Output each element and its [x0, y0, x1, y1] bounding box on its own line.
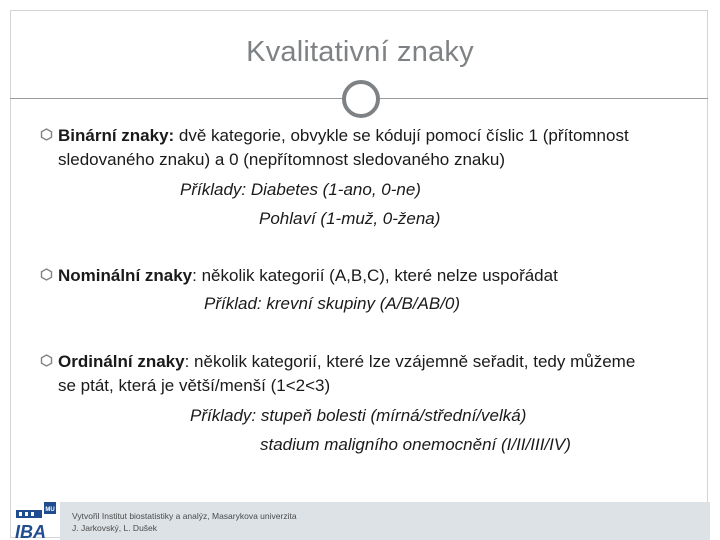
bullet-term: Ordinální znaky — [58, 352, 185, 371]
bullet-term: Nominální znaky — [58, 266, 193, 285]
iba-logo — [12, 502, 60, 540]
example-line: Pohlaví (1-muž, 0-žena) — [259, 209, 441, 228]
hexagon-bullet-icon — [40, 128, 53, 141]
bullet-description: : několik kategorií, které lze vzájemně seřadit, tedy můžeme — [184, 352, 636, 371]
title-divider-left — [10, 98, 342, 99]
bullet-nominal — [40, 264, 690, 313]
example-line: Příklady: Diabetes (1-ano, 0-ne) — [180, 180, 421, 199]
bullet-binary-text — [58, 124, 690, 171]
bullet-binary — [40, 124, 690, 228]
title-divider-right — [380, 98, 708, 99]
credit-line: Vytvořil Institut biostatistiky a analýz, Masarykova univerzita — [72, 511, 297, 521]
circle-divider-icon — [342, 80, 380, 118]
bullet-description-cont: se ptát, která je větší/menší (1<2<3) — [58, 375, 331, 395]
footer — [0, 502, 720, 540]
footer-credit — [72, 510, 297, 534]
credit-line: J. Jarkovský, L. Dušek — [72, 523, 158, 533]
example-line: Příklady: stupeň bolesti (mírná/střední/velká) — [190, 406, 527, 425]
bullet-ordinal-text — [58, 350, 690, 397]
hexagon-bullet-icon — [40, 354, 53, 367]
hexagon-bullet-icon — [40, 268, 53, 281]
example-line: stadium maligního onemocnění (I/II/III/IV) — [260, 435, 571, 454]
logo-text: IBA — [15, 522, 46, 540]
bullet-nominal-text — [58, 264, 690, 288]
slide-title: Kvalitativní znaky — [246, 36, 474, 68]
bullet-term: Binární znaky: — [58, 126, 175, 145]
example-line: Příklad: krevní skupiny (A/B/AB/0) — [204, 294, 461, 313]
bullet-description-cont: sledovaného znaku) a 0 (nepřítomnost sledovaného znaku) — [58, 149, 506, 169]
logo-small-text: MU — [45, 507, 55, 513]
bullet-ordinal — [40, 350, 690, 454]
bullet-description: : několik kategorií (A,B,C), které nelze uspořádat — [192, 266, 558, 285]
bullet-description: dvě kategorie, obvykle se kódují pomocí číslic 1 (přítomnost — [174, 126, 629, 145]
